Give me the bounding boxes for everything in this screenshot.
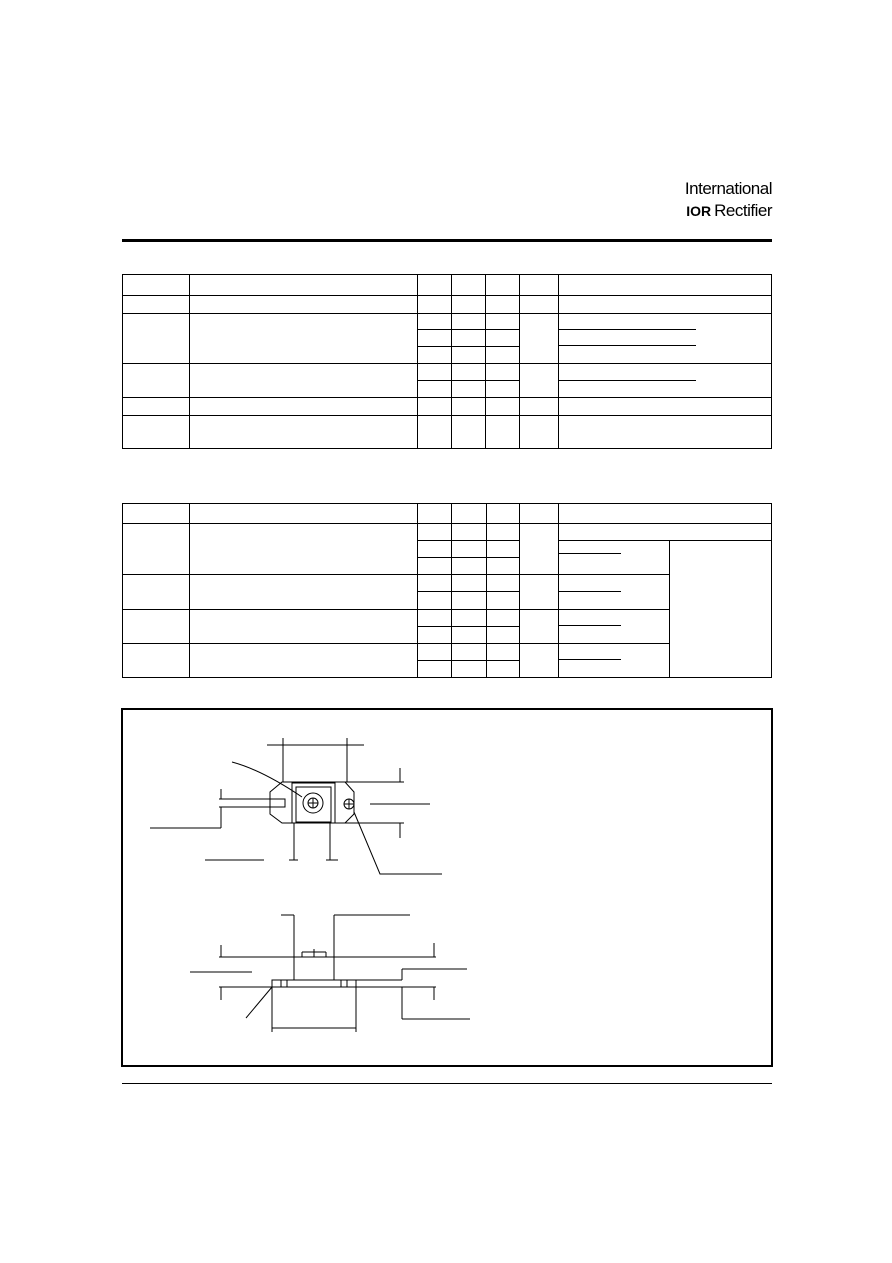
table-row [123, 364, 772, 381]
brand-name: International [684, 179, 772, 198]
footer-rule [122, 1083, 772, 1084]
table-row [123, 275, 772, 296]
table-row [123, 398, 772, 416]
table-row [123, 314, 772, 330]
header-rule [122, 239, 772, 242]
company-logo [640, 178, 772, 222]
table-row [123, 524, 772, 541]
outline-svg [123, 710, 771, 1065]
table-row [123, 504, 772, 524]
brand-subname: Rectifier [714, 201, 772, 220]
side-view [190, 915, 470, 1032]
spec-table-1 [122, 274, 772, 449]
package-outline-drawing [121, 708, 773, 1067]
spec-table-2 [122, 503, 772, 678]
top-view [150, 738, 442, 874]
table-row [123, 416, 772, 449]
table-row [123, 296, 772, 314]
ior-logo-mark: IOR [686, 203, 712, 219]
